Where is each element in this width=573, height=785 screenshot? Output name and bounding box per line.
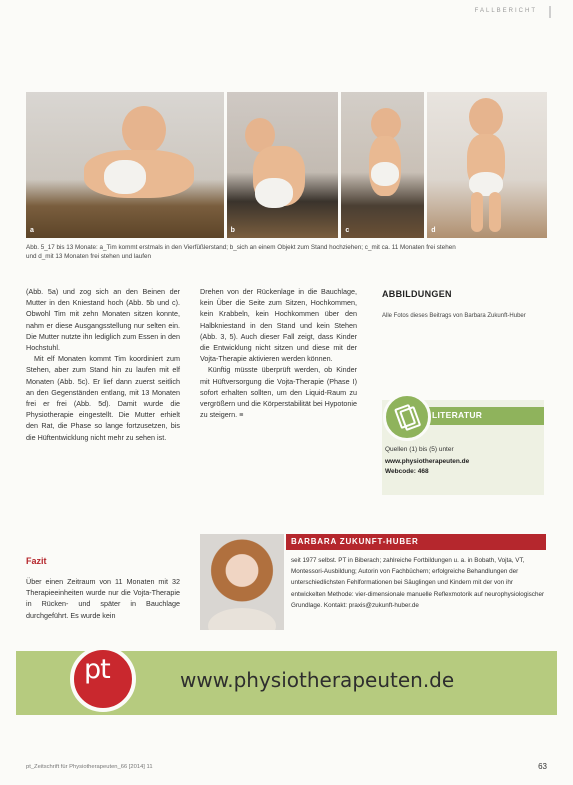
pt-logo-text: pt <box>84 654 110 685</box>
page-number: 63 <box>538 762 547 771</box>
paragraph: (Abb. 5a) und zog sich an den Beinen der Mutter in den Kniestand hoch (Abb. 5b und c). Obwohl Tim mit zehn Monaten sitzen konnte, nahm er diese Ausgangsstellung nur selten ein. Die Mutter nutzte ihn lediglich zum Essen in den Hochstuhl. <box>26 287 180 353</box>
author-portrait <box>200 534 284 630</box>
photo-walking <box>427 92 547 238</box>
abbildungen-credit: Alle Fotos dieses Beitrags von Barbara Zukunft-Huber <box>382 313 526 319</box>
abbildungen-heading: ABBILDUNGEN <box>382 289 452 299</box>
photo-label: d <box>431 227 436 234</box>
literatur-sources: Quellen (1) bis (5) unter <box>385 446 454 453</box>
photo-label: a <box>30 227 34 234</box>
fazit-heading: Fazit <box>26 556 47 566</box>
section-tag: FALLBERICHT <box>474 8 537 14</box>
body-column-1 <box>26 286 180 443</box>
paragraph: Künftig müsste überprüft werden, ob Kinder mit Hüftversorgung die Vojta-Therapie (Phase I) sofort erhalten sollten, um den Liquid-Raum zu vergrößern und die Körperstabilität bei Hypotonie zu steigern. ≡ <box>200 365 357 420</box>
body-column-2 <box>200 286 357 420</box>
banner-url-link[interactable]: www.physiotherapeuten.de <box>180 668 455 692</box>
photo-pulling-up <box>227 92 339 238</box>
footer-journal-info: pt_Zeitschrift für Physiotherapeuten_66 [2014] 11 <box>26 764 153 770</box>
header-divider <box>549 6 551 18</box>
author-name: BARBARA ZUKUNFT-HUBER <box>291 537 419 546</box>
literatur-url[interactable]: www.physiotherapeuten.de <box>385 458 470 465</box>
photo-strip <box>26 92 547 238</box>
author-bio: seit 1977 selbst. PT in Biberach; zahlreiche Fortbildungen u. a. in Bobath, Vojta, VT, Montessori-Ausbildung; Autorin von Fachbüchern; erfolgreiche Behandlungen der unterschiedlichsten Fehlformationen bei Säuglingen und Kindern mit der von ihr entwickelten Methode: vier-dimensionale manuelle Reflexmotorik auf neurophysiologischer Grundlage. Kontakt: praxis@zukunft-huber.de <box>291 557 545 609</box>
book-icon <box>383 393 431 441</box>
paragraph: Mit elf Monaten kommt Tim koordiniert zum Stehen, aber zum Stand hin zu laufen mit elf Monaten (Abb. 5c). Er lief dann zuerst seitlich an den Gegenständen entlang, mit 13 Monaten frei er frei (Abb. 5d). Damit wurde die Physiotherapie eingestellt. Die Mutter erhielt den Rat, die Phase so lange fortzusetzen, bis die Hüftentwicklung nicht mehr zu sehen ist. <box>26 354 180 442</box>
photo-label: c <box>345 227 350 234</box>
literatur-webcode: Webcode: 468 <box>385 468 429 475</box>
literatur-heading: LITERATUR <box>432 410 483 420</box>
paragraph: Drehen von der Rückenlage in die Bauchlage, kein Über die Seite zum Sitzen, Hochkommen, kein Krabbeln, kein Hochkommen über den Halbkniestand in den Stand und kein Stehen (Abb. 3, 5). Auch dieser Fall zeigt, dass Kinder die Entwicklung nicht sitzen und diese mit der Vojta-Therapie aktivieren werden können. <box>200 287 357 364</box>
fazit-text: Über einen Zeitraum von 11 Monaten mit 32 Therapieeinheiten wurde nur die Vojta-Therapie in Rücken- und später in Bauchlage durchgeführt. Es wurde kein <box>26 577 180 620</box>
figure-caption: Abb. 5_17 bis 13 Monate: a_Tim kommt erstmals in den Vierfüßlerstand; b_sich an einem Objekt zum Stand hochziehen; c_mit ca. 11 Monaten frei stehen und d_mit 13 Monaten frei stehen und laufen <box>26 244 456 260</box>
photo-crawling <box>26 92 224 238</box>
photo-label: b <box>230 227 235 234</box>
photo-standing-support <box>341 92 424 238</box>
